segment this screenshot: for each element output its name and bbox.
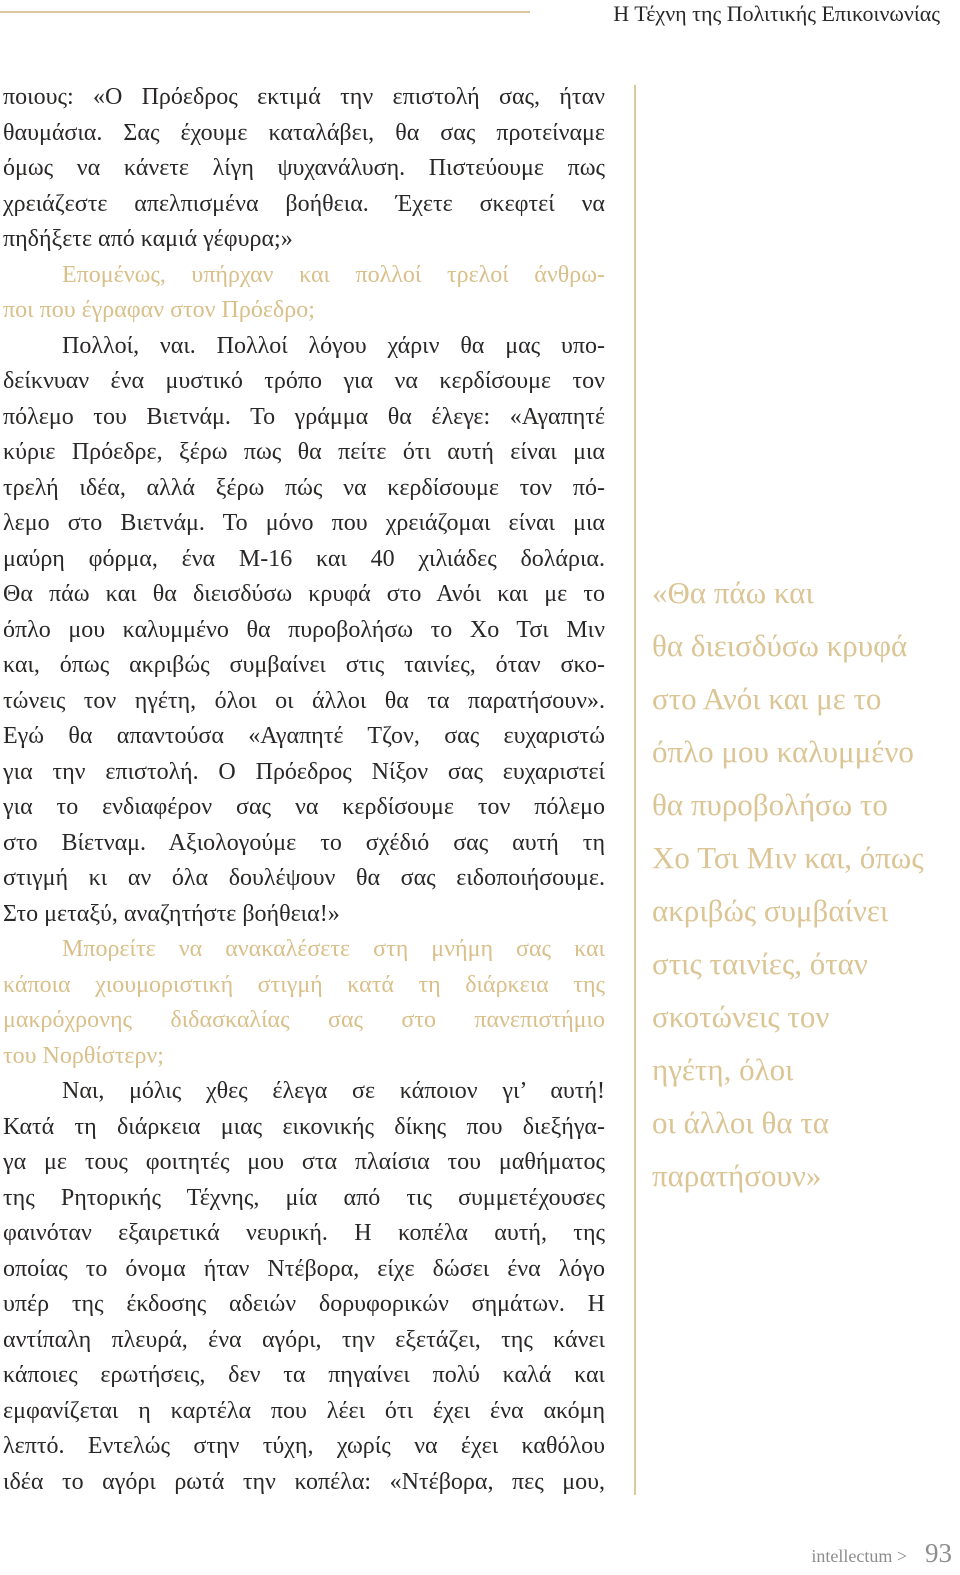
pull-quote-line: ακριβώς συμβαίνει [652,893,889,928]
body-line: κάποιες ερωτήσεις, δεν τα πηγαίνει πολύ καλά και [3,1362,605,1388]
body-line: υπέρ της έκδοσης αδειών δορυφορικών σημάτων. Η [3,1291,605,1317]
body-line: Πολλοί, ναι. Πολλοί λόγου χάριν θα μας υπο- [62,332,605,359]
pull-quote-line: θα διεισδύσω κρυφά [652,628,908,663]
body-line: Θα πάω και θα διεισδύσω κρυφά στο Ανόι και με το [3,581,605,607]
page-footer [811,1538,952,1572]
body-line: στιγμή κι αν όλα δουλέψουν θα σας ειδοποιήσουμε. [3,865,605,891]
column-divider [634,85,636,1495]
footer-brand: intellectum > [811,1546,907,1566]
body-line: μαύρη φόρμα, ένα Μ-16 και 40 χιλιάδες δολάρια. [3,545,605,572]
interview-question-line: Επομένως, υπήρχαν και πολλοί τρελοί άνθρω- [62,261,605,288]
body-line: λεμο στο Βιετνάμ. Το μόνο που χρειάζομαι είναι μια [3,510,605,536]
body-line: και, όπως ακριβώς συμβαίνει στις ταινίες, όταν σκο- [3,652,605,678]
pull-quote-line: θα πυροβολήσω το [652,787,888,822]
pull-quote-line: Χο Τσι Μιν και, όπως [652,840,924,875]
body-line: χρειάζεστε απελπισμένα βοήθεια. Έχετε σκεφτεί να [3,190,605,217]
interview-question-line: ποι που έγραφαν στον Πρόεδρο; [3,297,315,323]
pull-quote-line: παρατήσουν» [652,1158,822,1193]
body-line: όπλο μου καλυμμένο θα πυροβολήσω το Χο Τσι Μιν [3,616,605,643]
body-line: γα με τους φοιτητές μου στα πλαίσια του μαθήματος [3,1149,605,1175]
body-line: κύριε Πρόεδρε, ξέρω πως θα πείτε ότι αυτή είναι μια [3,439,605,465]
header-rule [0,11,530,13]
body-line: στο Βίετναμ. Αξιολογούμε το σχέδιό σας αυτή τη [3,829,605,856]
pull-quote [652,566,957,1202]
body-line: τρελή ιδέα, αλλά ξέρω πώς να κερδίσουμε τον πό- [3,474,605,501]
interview-question-line: Μπορείτε να ανακαλέσετε στη μνήμη σας και [62,936,605,962]
body-line: ποιους: «Ο Πρόεδρος εκτιμά την επιστολή σας, ήταν [3,84,605,110]
running-header-title: Η Τέχνη της Πολιτικής Επικοινωνίας [613,1,940,26]
body-line: της Ρητορικής Τέχνης, μία από τις συμμετέχουσες [3,1184,605,1211]
pull-quote-line: στις ταινίες, όταν [652,946,868,981]
body-line: Εγώ θα απαντούσα «Αγαπητέ Τζον, σας ευχαριστώ [3,723,605,749]
body-line: οποίας το όνομα ήταν Ντέβορα, είχε δώσει ένα λόγο [3,1255,605,1282]
pull-quote-line: όπλο μου καλυμμένο [652,734,914,769]
page-number: 93 [925,1538,952,1568]
body-line: πηδήξετε από καμιά γέφυρα;» [3,226,293,252]
interview-question-line: κάποια χιουμοριστική στιγμή κατά τη διάρκεια της [3,971,605,998]
pull-quote-line: «Θα πάω και [652,575,814,610]
article-body [3,80,605,1500]
body-line: Κατά τη διάρκεια μιας εικονικής δίκης που διεξήγα- [3,1113,605,1140]
body-line: όμως να κάνετε λίγη ψυχανάλυση. Πιστεύουμε πως [3,155,605,181]
body-line: δείκνυαν ένα μυστικό τρόπο για να κερδίσουμε τον [3,368,605,394]
body-line: πόλεμο του Βιετνάμ. Το γράμμα θα έλεγε: «Αγαπητέ [3,403,605,430]
interview-question-line: του Νορθίστερν; [3,1042,164,1069]
body-line: λεπτό. Εντελώς στην τύχη, χωρίς να έχει καθόλου [3,1433,605,1459]
pull-quote-line: οι άλλοι θα τα [652,1105,830,1140]
pull-quote-line: στο Ανόι και με το [652,681,882,716]
body-line: θαυμάσια. Σας έχουμε καταλάβει, θα σας προτείναμε [3,119,605,146]
body-line: Στο μεταξύ, αναζητήστε βοήθεια!» [3,900,340,927]
body-line: για την επιστολή. Ο Πρόεδρος Νίξον σας ευχαριστεί [3,758,605,785]
body-line: τώνεις τον ηγέτη, όλοι οι άλλοι θα τα παρατήσουν». [3,687,605,714]
interview-question-line: μακρόχρονης διδασκαλίας σας στο πανεπιστήμιο [3,1007,605,1033]
body-line: εμφανίζεται η καρτέλα που λέει ότι έχει ένα ακόμη [3,1397,605,1424]
body-line: αντίπαλη πλευρά, ένα αγόρι, την εξετάζει, της κάνει [3,1326,605,1353]
body-line: φαινόταν εξαιρετικά νευρική. Η κοπέλα αυτή, της [3,1220,605,1246]
body-line: για το ενδιαφέρον σας να κερδίσουμε τον πόλεμο [3,794,605,820]
pull-quote-line: ηγέτη, όλοι [652,1052,794,1087]
body-line: Ναι, μόλις χθες έλεγα σε κάποιον γι’ αυτή! [62,1078,605,1104]
pull-quote-line: σκοτώνεις τον [652,999,830,1034]
body-line: ιδέα το αγόρι ρωτά την κοπέλα: «Ντέβορα, πες μου, [3,1468,605,1495]
